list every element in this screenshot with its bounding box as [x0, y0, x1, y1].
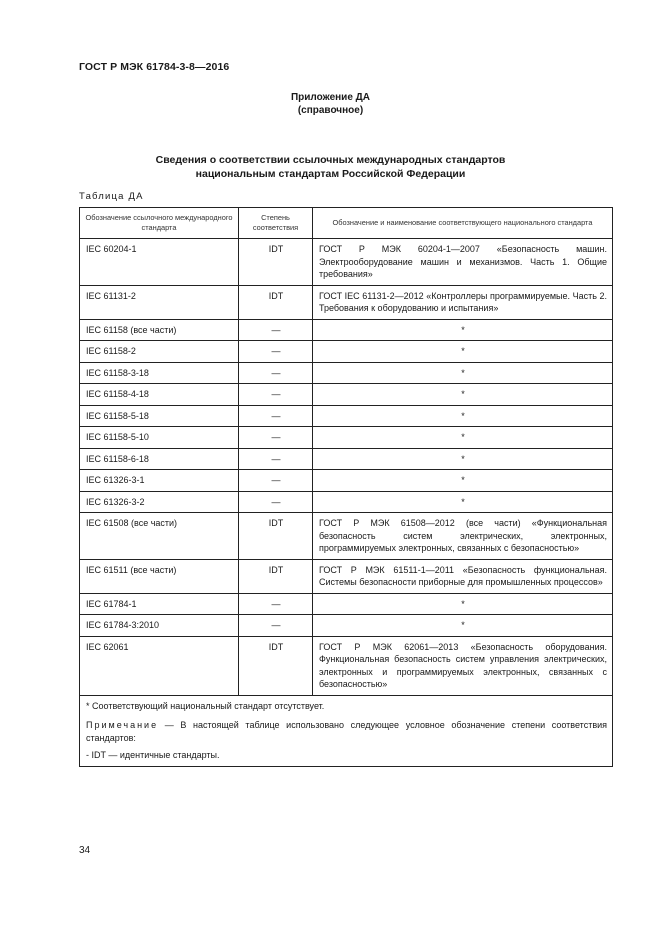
- national-standard-cell: ГОСТ Р МЭК 62061—2013 «Безопасность оборудования. Функциональная безопасность систем управления электрических, электронных и программируемых электронных, связанных с безопасностью»: [313, 636, 613, 695]
- intl-standard-cell: IEC 61158-2: [80, 341, 239, 363]
- intl-standard-cell: IEC 62061: [80, 636, 239, 695]
- degree-cell: —: [239, 319, 313, 341]
- table-row: [80, 448, 613, 470]
- table-row: [80, 405, 613, 427]
- national-standard-cell: *: [313, 615, 613, 637]
- degree-cell: —: [239, 427, 313, 449]
- intl-standard-cell: IEC 61158 (все части): [80, 319, 239, 341]
- footnote: * Соответствующий национальный стандарт отсутствует.: [86, 700, 325, 711]
- degree-cell: —: [239, 491, 313, 513]
- national-standard-cell: *: [313, 427, 613, 449]
- table-label: Таблица ДА: [79, 191, 144, 202]
- intl-standard-cell: IEC 61131-2: [80, 285, 239, 319]
- national-standard-cell: *: [313, 384, 613, 406]
- national-standard-cell: *: [313, 319, 613, 341]
- column-header-degree: Степень соответствия: [239, 208, 313, 239]
- table-row: [80, 319, 613, 341]
- degree-cell: —: [239, 448, 313, 470]
- national-standard-cell: *: [313, 405, 613, 427]
- national-standard-cell: ГОСТ Р МЭК 61508—2012 (все части) «Функциональная безопасность систем электрических, электронных, программируемых электронных, связанных с безопасностью»: [313, 513, 613, 560]
- appendix-heading: [0, 91, 661, 117]
- degree-cell: —: [239, 615, 313, 637]
- column-header-national: Обозначение и наименование соответствующего национального стандарта: [313, 208, 613, 239]
- note-text: — В настоящей таблице использовано следующее условное обозначение степени соответствия стандартов:: [86, 719, 607, 743]
- national-standard-cell: *: [313, 470, 613, 492]
- degree-cell: IDT: [239, 239, 313, 286]
- table-row: [80, 615, 613, 637]
- national-standard-cell: *: [313, 362, 613, 384]
- table-notes-row: [80, 695, 613, 766]
- intl-standard-cell: IEC 61158-6-18: [80, 448, 239, 470]
- appendix-title: Приложение ДА: [290, 92, 371, 103]
- table-row: [80, 341, 613, 363]
- table-row: [80, 427, 613, 449]
- table-row: [80, 384, 613, 406]
- national-standard-cell: ГОСТ Р МЭК 61511-1—2011 «Безопасность функциональная. Системы безопасности приборные для промышленных процессов»: [313, 559, 613, 593]
- national-standard-cell: *: [313, 448, 613, 470]
- intl-standard-cell: IEC 61158-5-10: [80, 427, 239, 449]
- degree-cell: IDT: [239, 559, 313, 593]
- intl-standard-cell: IEC 61784-1: [80, 593, 239, 615]
- appendix-subtitle: (справочное): [297, 105, 364, 116]
- table-row: [80, 559, 613, 593]
- page-number: 34: [79, 845, 91, 856]
- national-standard-cell: *: [313, 341, 613, 363]
- table-row: [80, 285, 613, 319]
- intl-standard-cell: IEC 61158-4-18: [80, 384, 239, 406]
- table-row: [80, 636, 613, 695]
- intl-standard-cell: IEC 61784-3:2010: [80, 615, 239, 637]
- national-standard-cell: *: [313, 593, 613, 615]
- intl-standard-cell: IEC 61511 (все части): [80, 559, 239, 593]
- section-title-line-2: национальным стандартам Российской Федерации: [195, 168, 466, 180]
- table-notes-cell: [80, 695, 613, 766]
- national-standard-cell: ГОСТ IEC 61131-2—2012 «Контроллеры программируемые. Часть 2. Требования к оборудованию и испытания»: [313, 285, 613, 319]
- intl-standard-cell: IEC 61158-3-18: [80, 362, 239, 384]
- table-row: [80, 593, 613, 615]
- degree-cell: —: [239, 384, 313, 406]
- document-header: ГОСТ Р МЭК 61784-3-8—2016: [79, 61, 230, 73]
- table-row: [80, 491, 613, 513]
- table-header-row: [80, 208, 613, 239]
- table-row: [80, 470, 613, 492]
- intl-standard-cell: IEC 60204-1: [80, 239, 239, 286]
- degree-cell: IDT: [239, 636, 313, 695]
- national-standard-cell: ГОСТ Р МЭК 60204-1—2007 «Безопасность машин. Электрооборудование машин и механизмов. Часть 1. Общие требования»: [313, 239, 613, 286]
- standards-table: [79, 207, 613, 767]
- intl-standard-cell: IEC 61326-3-1: [80, 470, 239, 492]
- intl-standard-cell: IEC 61158-5-18: [80, 405, 239, 427]
- table-row: [80, 513, 613, 560]
- degree-cell: IDT: [239, 285, 313, 319]
- note-label: Примечание: [86, 719, 159, 730]
- section-title: [0, 153, 661, 181]
- column-header-intl: Обозначение ссылочного международного стандарта: [80, 208, 239, 239]
- degree-cell: —: [239, 405, 313, 427]
- degree-cell: —: [239, 593, 313, 615]
- note-item: - IDT — идентичные стандарты.: [86, 749, 220, 760]
- degree-cell: —: [239, 362, 313, 384]
- section-title-line-1: Сведения о соответствии ссылочных международных стандартов: [155, 154, 506, 166]
- intl-standard-cell: IEC 61326-3-2: [80, 491, 239, 513]
- intl-standard-cell: IEC 61508 (все части): [80, 513, 239, 560]
- table-row: [80, 362, 613, 384]
- national-standard-cell: *: [313, 491, 613, 513]
- degree-cell: —: [239, 470, 313, 492]
- table-row: [80, 239, 613, 286]
- degree-cell: IDT: [239, 513, 313, 560]
- degree-cell: —: [239, 341, 313, 363]
- table-note: [86, 719, 607, 745]
